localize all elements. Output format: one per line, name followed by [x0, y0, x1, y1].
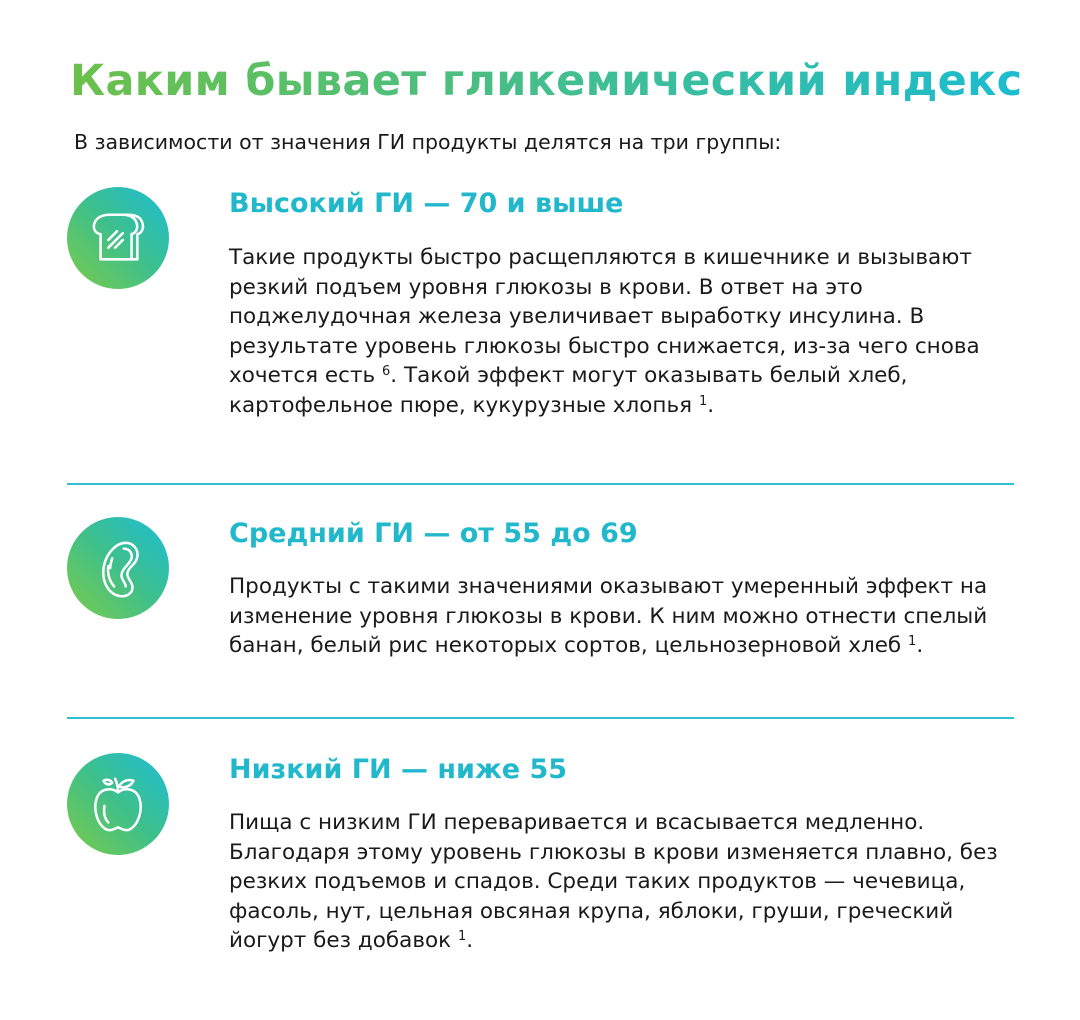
gi-group-title: Средний ГИ — от 55 до 69 — [229, 518, 638, 549]
footnote-ref: 6 — [382, 364, 391, 379]
banana-icon — [67, 517, 169, 619]
gi-group-title: Низкий ГИ — ниже 55 — [229, 754, 568, 785]
gi-group-description: Пища с низким ГИ переваривается и всасывается медленно. Благодаря этому уровень глюкозы в крови изменяется плавно, без резких подъемов и спадов. Среди таких продуктов — чечевица, фасоль, нут, цельная овсяная крупа, яблоки, груши, греческий йогурт без добавок $^1$. — [229, 810, 998, 953]
page-title: Каким бывает гликемический индекс — [70, 56, 1023, 106]
gi-group-title: Высокий ГИ — 70 и выше — [229, 188, 624, 219]
footnote-ref: 1 — [458, 929, 467, 944]
footnote-ref: 1 — [698, 393, 708, 409]
gi-group-description: Такие продукты быстро расщепляются в кишечнике и вызывают резкий подъем уровня глюкозы в крови. В ответ на это поджелудочная железа увеличивает выработку инсулина. В результате уровень глюкозы быстро снижается, из-за чего снова хочется есть $^6$. Такой эффект могут оказывать белый хлеб, картофельное пюре, кукурузные хлопья $^1$. — [229, 245, 980, 418]
footnote-ref: 1 — [908, 634, 917, 649]
apple-icon — [67, 753, 169, 855]
page-subtitle: В зависимости от значения ГИ продукты делятся на три группы: — [74, 130, 782, 154]
gi-group-description: Продукты с такими значениями оказывают умеренный эффект на изменение уровня глюкозы в крови. К ним можно отнести спелый банан, белый рис некоторых сортов, цельнозерновой хлеб $^1$. — [229, 574, 988, 658]
section-divider — [67, 717, 1014, 719]
section-divider — [67, 483, 1014, 485]
bread-icon — [67, 187, 169, 289]
